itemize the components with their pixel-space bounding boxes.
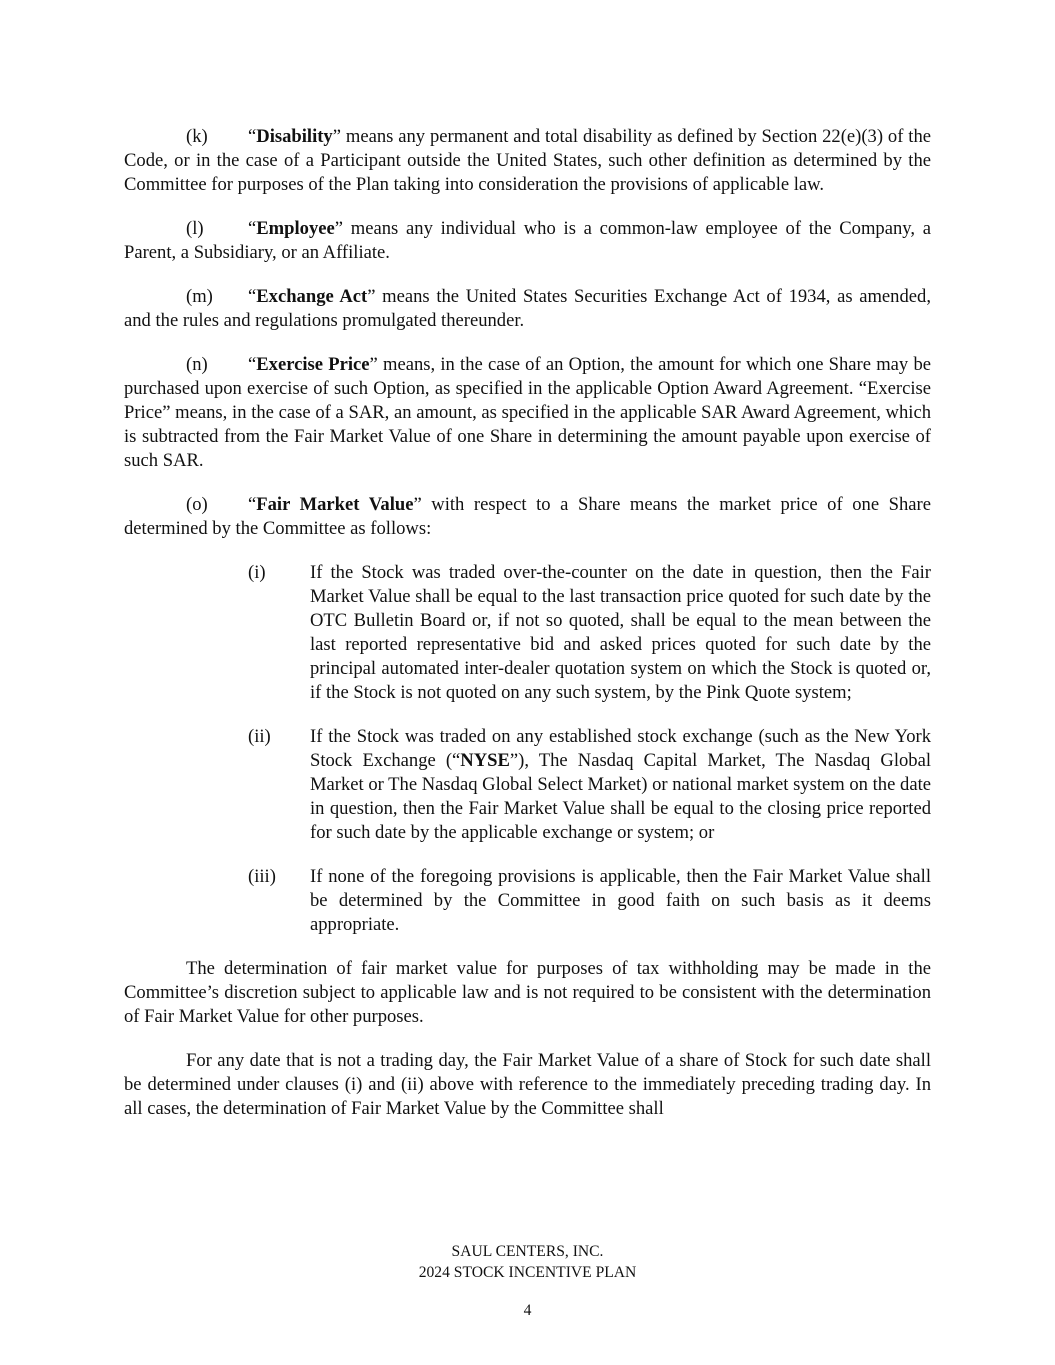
definition-exercise-price [124,353,931,473]
clause-text [310,725,931,845]
defined-term: Employee [256,218,335,239]
clause-iii [124,865,931,937]
definition-label: (n) [186,354,208,375]
document-page [124,125,931,1141]
paragraph-tax-withholding [124,957,931,1029]
page-number: 4 [523,1302,532,1319]
paragraph-trading-day [124,1049,931,1121]
open-quote: “ [248,494,257,515]
open-quote: “ [248,354,257,375]
paragraph-text: The determination of fair market value for purposes of tax withholding may be made in the Committee’s discretion subject to applicable law and is not required to be consistent with the determination of Fair Market Value for other purposes. [124,958,931,1027]
clause-text-before: If the Stock was traded on any established stock exchange (such as the New York Stock Exchange (“ [310,726,931,771]
open-quote: “ [248,218,257,239]
clause-label: (ii) [248,726,271,747]
clause-text: If none of the foregoing provisions is applicable, then the Fair Market Value shall be determined by the Committee in good faith on such basis as it deems appropriate. [310,866,931,935]
defined-term: Exercise Price [256,354,370,375]
clause-text-after: ”), The Nasdaq Capital Market, The Nasdaq Global Market or The Nasdaq Global Select Market) or national market system on the date in question, then the Fair Market Value shall be equal to the closing price reported for such date by the applicable exchange or system; or [310,750,931,843]
clause-label: (iii) [248,866,276,887]
definition-label: (m) [186,286,213,307]
definition-disability [124,125,931,197]
definition-text: ” means any individual who is a common-law employee of the Company, a Parent, a Subsidiary, or an Affiliate. [124,218,931,263]
definition-exchange-act [124,285,931,333]
definition-text: ” means the United States Securities Exchange Act of 1934, as amended, and the rules and regulations promulgated thereunder. [124,286,931,331]
clause-label: (i) [248,562,266,583]
open-quote: “ [248,286,257,307]
definition-label: (k) [186,126,208,147]
clause-i [124,561,931,705]
definition-text: ” with respect to a Share means the market price of one Share determined by the Committee as follows: [124,494,931,539]
definition-employee [124,217,931,265]
defined-term: Fair Market Value [256,494,414,515]
definition-text: ” means any permanent and total disability as defined by Section 22(e)(3) of the Code, or in the case of a Participant outside the United States, such other definition as determined by the Committee for purposes of the Plan taking into consideration the provisions of applicable law. [124,126,931,195]
definition-label: (o) [186,494,208,515]
clause-ii [124,725,931,845]
open-quote: “ [248,126,257,147]
definition-label: (l) [186,218,204,239]
defined-term: NYSE [460,750,510,771]
defined-term: Exchange Act [256,286,368,307]
clause-text: If the Stock was traded over-the-counter on the date in question, then the Fair Market Value shall be equal to the last transaction price quoted for such date by the OTC Bulletin Board or, if not so quoted, shall be equal to the mean between the last reported representative bid and asked prices quoted for such date by the principal automated inter-dealer quotation system on which the Stock is quoted or, if the Stock is not quoted on any such system, by the Pink Quote system; [310,562,931,703]
definition-text: ” means, in the case of an Option, the amount for which one Share may be purchased upon exercise of such Option, as specified in the applicable Option Award Agreement. “Exercise Price” means, in the case of a SAR, an amount, as specified in the applicable SAR Award Agreement, which is subtracted from the Fair Market Value of one Share in determining the amount payable upon exercise of such SAR. [124,354,931,471]
paragraph-text: For any date that is not a trading day, the Fair Market Value of a share of Stock for such date shall be determined under clauses (i) and (ii) above with reference to the immediately preceding trading day. In all cases, the determination of Fair Market Value by the Committee shall [124,1050,931,1119]
definition-fair-market-value [124,493,931,541]
footer-company: SAUL CENTERS, INC. [451,1243,604,1260]
page-footer [0,1241,1055,1321]
defined-term: Disability [256,126,333,147]
footer-plan-title: 2024 STOCK INCENTIVE PLAN [418,1264,637,1281]
